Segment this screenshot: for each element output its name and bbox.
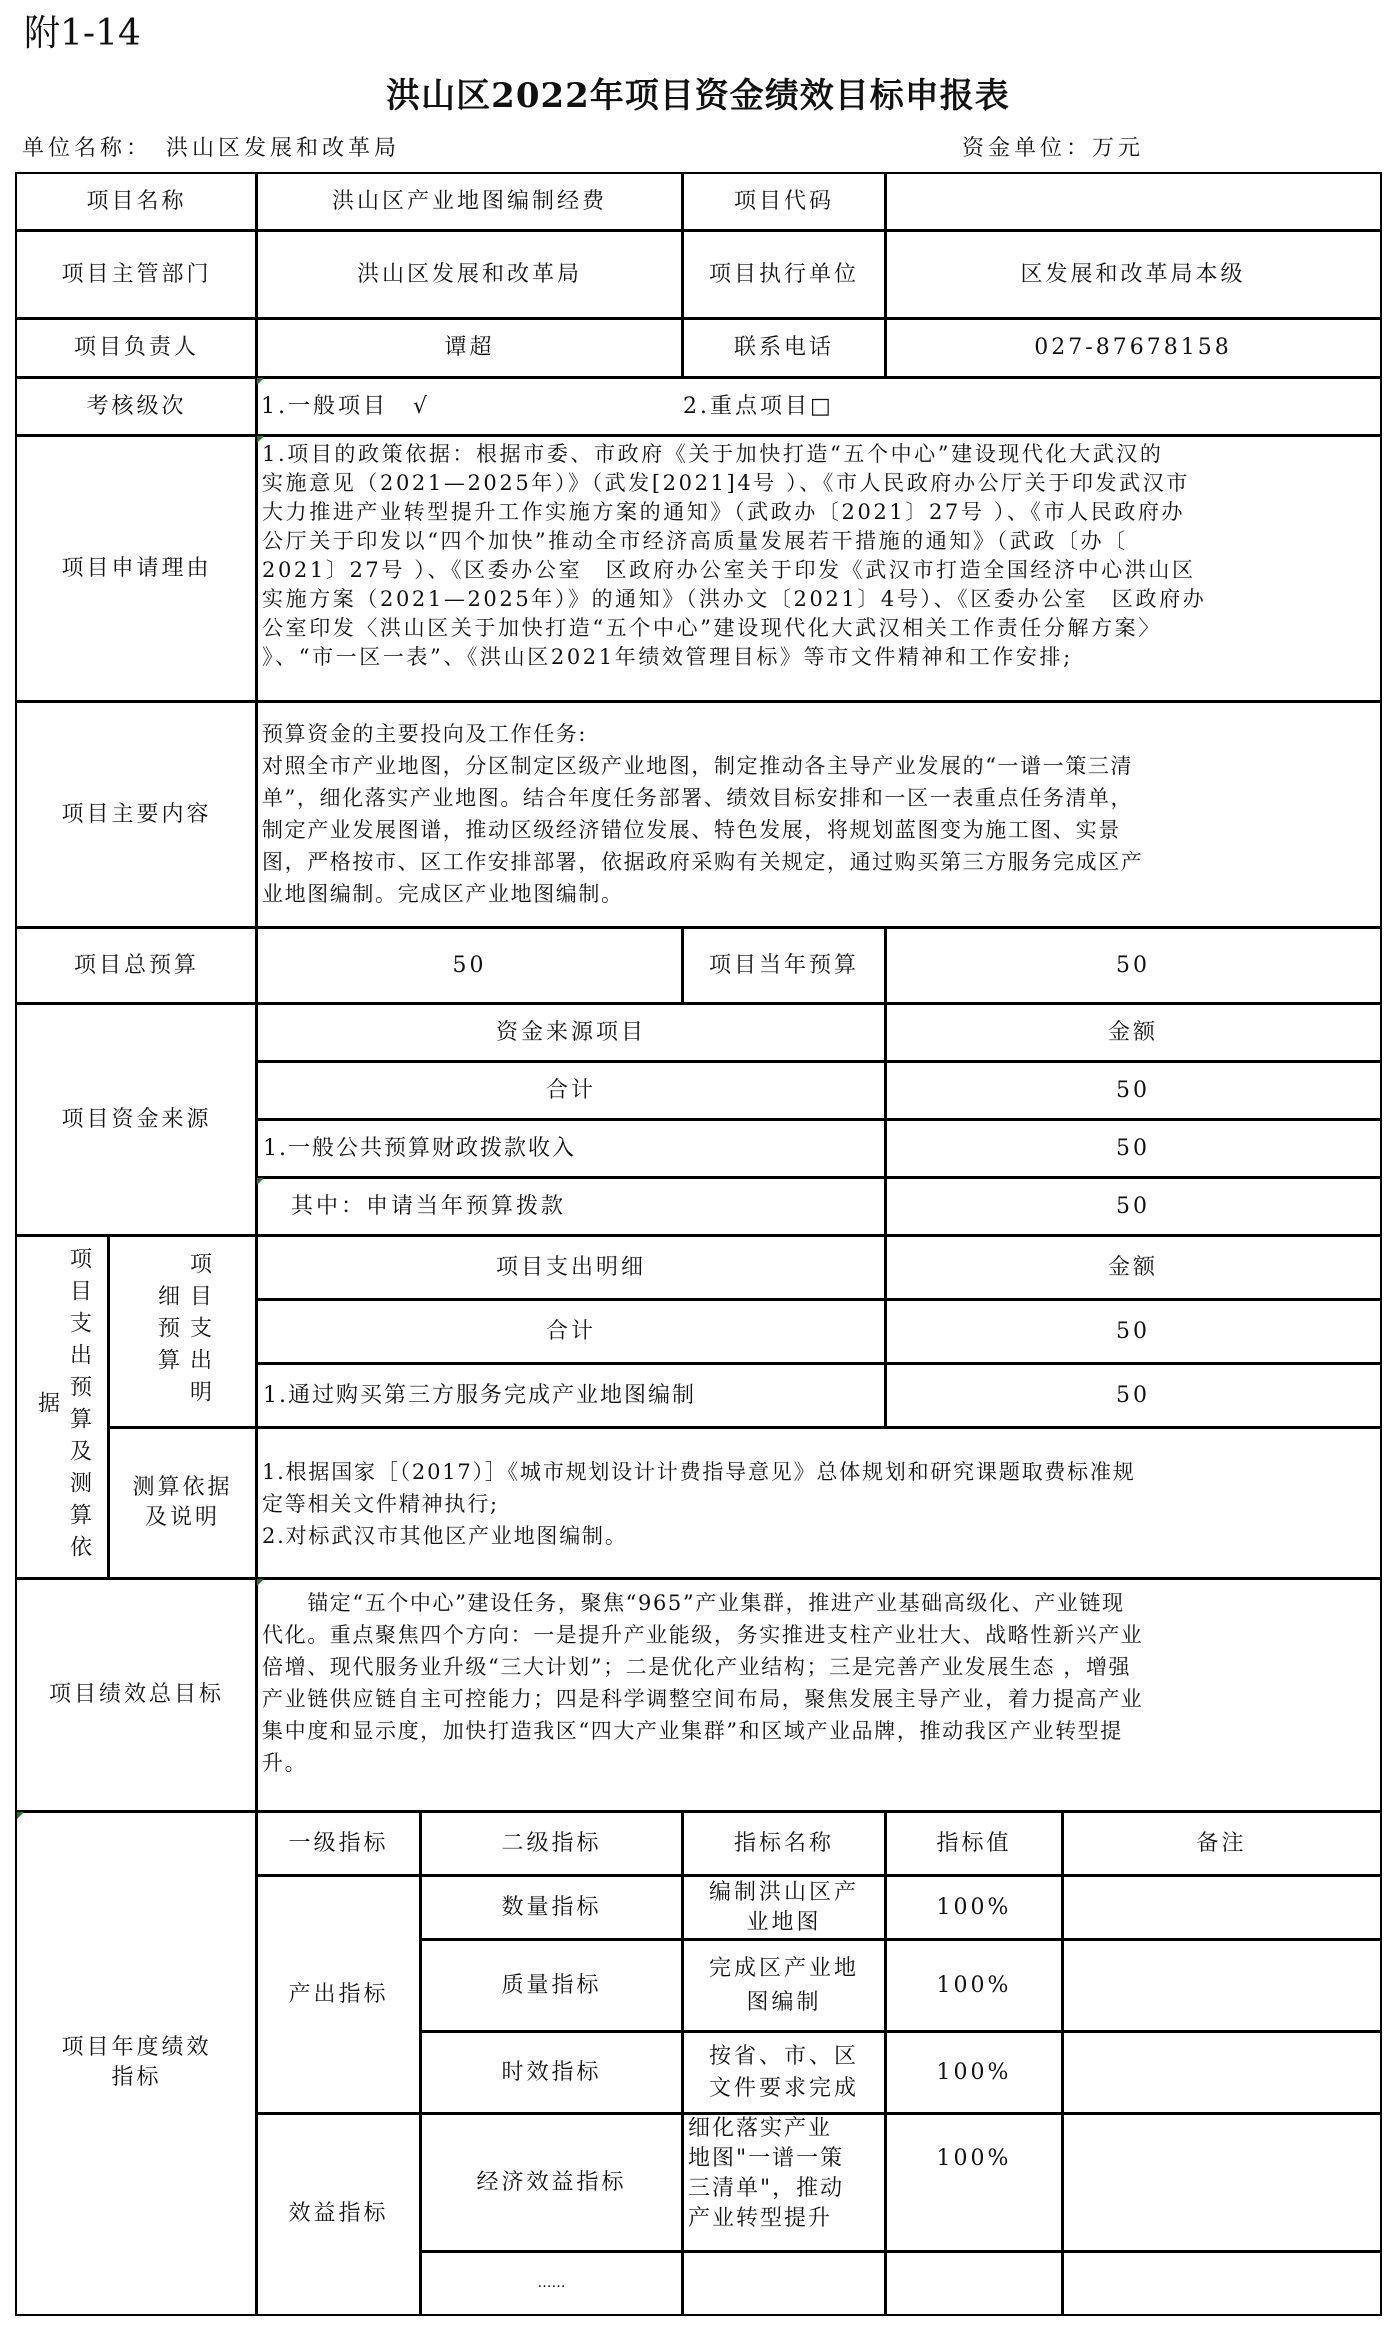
unit-name-value: 洪山区发展和改革局 <box>166 136 401 161</box>
indicator-value-text: 100% <box>936 2146 1012 2171</box>
funding-header-item <box>255 1002 887 1063</box>
level-option-key[interactable]: 2.重点项目□ <box>683 394 834 419</box>
funding-row-amount-text: 50 <box>1116 1135 1150 1161</box>
expenditure-row-item-text: 合计 <box>545 1318 596 1344</box>
exec-unit-value <box>884 229 1382 320</box>
indicator-row-note <box>1061 2112 1382 2253</box>
expenditure-header-item-text: 项目支出明细 <box>495 1254 646 1280</box>
indicator-name-line: 文件要求完成 <box>708 2075 859 2101</box>
indicator-header-text: 备注 <box>1196 1830 1247 1856</box>
corner-mark <box>257 1178 264 1185</box>
indicator-benefit-label <box>255 2112 422 2316</box>
dept-label <box>15 229 258 320</box>
indicator-header-level1 <box>255 1810 422 1877</box>
indicator-row-name <box>681 1874 887 1941</box>
phone-label-text: 联系电话 <box>733 335 834 360</box>
funding-label-text: 项目资金来源 <box>61 1106 212 1132</box>
dept-label-text: 项目主管部门 <box>61 261 212 287</box>
expenditure-outer-label <box>15 1234 110 1580</box>
project-name-value-text: 洪山区产业地图编制经费 <box>331 189 607 214</box>
indicator-row-level2 <box>419 1874 684 1941</box>
text-line: 预算资金的主要投向及工作任务: <box>262 722 588 746</box>
text-line: 业地图编制。完成区产业地图编制。 <box>262 882 624 906</box>
indicator-name-line: 完成区产业地 <box>708 1955 859 1981</box>
indicator-value-text: 100% <box>936 1894 1012 1920</box>
fund-unit-label: 资金单位： <box>962 136 1093 161</box>
doc-label: 附1-14 <box>24 13 141 54</box>
indicator-output-label <box>255 1874 422 2115</box>
indicator-row-value <box>884 1874 1064 1941</box>
funding-row-total-amount <box>884 1060 1382 1121</box>
indicator-header-text: 指标名称 <box>733 1830 834 1856</box>
exec-unit-value-text: 区发展和改革局本级 <box>1020 261 1246 287</box>
indicator-name-line: 地图"一谱一策 <box>688 2146 845 2171</box>
text-line: 图，严格按市、区工作安排部署，依据政府采购有关规定，通过购买第三方服务完成区产 <box>262 850 1144 874</box>
indicators-label-line: 指标 <box>111 2065 162 2090</box>
unit-name-label: 单位名称： <box>22 136 153 161</box>
text-line: 倍增、现代服务业升级“三大计划”；二是优化产业结构；三是完善产业发展生态 ，增强 <box>262 1655 1132 1679</box>
indicator-name-line: 图编制 <box>746 1989 822 2015</box>
reason-label <box>15 434 258 703</box>
funding-row-amount-text: 50 <box>1116 1077 1150 1103</box>
funding-row-item-text: 其中：申请当年预算拨款 <box>291 1193 567 1219</box>
content-label <box>15 700 258 929</box>
indicator-benefit-label-text: 效益指标 <box>288 2201 389 2226</box>
funding-header-item-text: 资金来源项目 <box>495 1019 646 1045</box>
dept-value <box>255 229 684 320</box>
expenditure-inner-label-text: 项目支出明细预算 <box>154 1251 212 1412</box>
content-text <box>262 718 1374 910</box>
indicator-header-name <box>681 1810 887 1877</box>
indicator-name-line: 三清单"，推动 <box>688 2176 845 2201</box>
indicator-row-note <box>1061 1938 1382 2033</box>
leader-label <box>15 317 258 379</box>
text-line: 对照全市产业地图，分区制定区级产业地图，制定推动各主导产业发展的“一谱一策三清 <box>262 754 1134 778</box>
indicator-row-value <box>884 1938 1064 2033</box>
text-line: 大力推进产业转型提升工作实施方案的通知》（武政办〔2021〕27号 ）、《市人民政府办 <box>262 500 1186 524</box>
indicator-row-name <box>681 1938 887 2033</box>
expenditure-header-item <box>255 1234 887 1301</box>
content-label-text: 项目主要内容 <box>61 801 212 827</box>
corner-mark <box>257 1579 264 1586</box>
goal-label-text: 项目绩效总目标 <box>48 1682 224 1707</box>
text-line: 定等相关文件精神执行; <box>262 1492 499 1516</box>
leader-value <box>255 317 684 379</box>
expenditure-row-total-amount <box>884 1298 1382 1365</box>
indicator-row-level2 <box>419 2250 684 2316</box>
text-line: 单”，细化落实产业地图。结合年度任务部署、绩效目标安排和一区一表重点任务清单， <box>262 786 1134 810</box>
basis-label <box>107 1426 258 1580</box>
indicator-name-line: 按省、市、区 <box>708 2043 859 2069</box>
text-line: 1.项目的政策依据：根据市委、市政府《关于加快打造“五个中心”建设现代化大武汉的 <box>262 442 1164 466</box>
text-line: 集中度和显示度，加快打造我区“四大产业集群”和区域产业品牌，推动我区产业转型提 <box>262 1719 1123 1743</box>
text-line: 锚定“五个中心”建设任务，聚焦“965”产业集群，推进产业基础高级化、产业链现 <box>262 1591 1125 1615</box>
expenditure-row-total-item <box>255 1298 887 1365</box>
text-line: 2.对标武汉市其他区产业地图编制。 <box>262 1524 628 1548</box>
indicator-row-level2 <box>419 1938 684 2033</box>
text-line: 公室印发〈洪山区关于加快打造“五个中心”建设现代化大武汉相关工作责任分解方案〉 <box>262 616 1162 640</box>
level-label-text: 考核级次 <box>86 393 187 419</box>
expenditure-header-amount <box>884 1234 1382 1301</box>
text-line: 产业链供应链自主可控能力；四是科学调整空间布局，聚焦发展主导产业，着力提高产业 <box>262 1687 1144 1711</box>
indicator-name-line: 编制洪山区产 <box>708 1879 859 1905</box>
funding-row-amount-text: 50 <box>1116 1193 1150 1219</box>
expenditure-row-item-text: 1.通过购买第三方服务完成产业地图编制 <box>263 1382 696 1408</box>
indicator-level2-text: 质量指标 <box>501 1972 602 1998</box>
project-name-label <box>15 172 258 232</box>
phone-value <box>884 317 1382 379</box>
indicator-header-text: 二级指标 <box>501 1830 602 1856</box>
project-code-label <box>681 172 887 232</box>
expenditure-row-amount-text: 50 <box>1116 1382 1150 1408</box>
total-budget-value <box>255 926 684 1005</box>
level-label <box>15 376 258 437</box>
indicator-header-note <box>1061 1810 1382 1877</box>
exec-unit-label-text: 项目执行单位 <box>708 261 859 287</box>
indicator-row-name <box>681 2250 887 2316</box>
indicator-level2-text: 时效指标 <box>501 2059 602 2085</box>
funding-header-amount-text: 金额 <box>1107 1019 1158 1045</box>
text-line: 制定产业发展图谱，推动区级经济错位发展、特色发展，将规划蓝图变为施工图、实景 <box>262 818 1121 842</box>
indicator-output-label-text: 产出指标 <box>288 1981 389 2007</box>
text-line: 实施意见（2021—2025年）》（武发[2021]4号 ）、《市人民政府办公厅关于印发武汉市 <box>262 471 1190 495</box>
indicator-row-name <box>681 2112 887 2253</box>
level-option-general[interactable]: 1.一般项目 √ <box>261 394 431 419</box>
leader-value-text: 谭超 <box>444 335 495 360</box>
indicator-row-level2 <box>419 2030 684 2115</box>
funding-row-general-item <box>255 1118 887 1179</box>
funding-row-current-amount <box>884 1176 1382 1237</box>
funding-header-amount <box>884 1002 1382 1063</box>
indicators-label-line: 项目年度绩效 <box>61 2035 212 2060</box>
expenditure-outer-label-text: 项目支出预算及测算依据 <box>34 1247 92 1567</box>
project-name-value <box>255 172 684 232</box>
reason-label-text: 项目申请理由 <box>61 555 212 581</box>
basis-text <box>262 1456 1374 1552</box>
indicator-value-text: 100% <box>936 1972 1012 1998</box>
fund-unit-value: 万元 <box>1092 136 1145 161</box>
text-line: 升。 <box>262 1751 308 1775</box>
indicator-row-note <box>1061 2250 1382 2316</box>
funding-label <box>15 1002 258 1237</box>
unit-name <box>22 134 400 164</box>
year-budget-label-text: 项目当年预算 <box>708 952 859 978</box>
indicator-level2-text: 数量指标 <box>501 1894 602 1920</box>
indicator-row-value <box>884 2112 1064 2253</box>
funding-row-item-text: 1.一般公共预算财政拨款收入 <box>263 1135 576 1161</box>
indicator-row-value <box>884 2030 1064 2115</box>
indicator-row-name <box>681 2030 887 2115</box>
text-line: 》、“市一区一表”、《洪山区2021年绩效管理目标》等市文件精神和工作安排; <box>262 645 1073 669</box>
reason-text <box>262 440 1374 672</box>
total-budget-value-text: 50 <box>452 952 487 978</box>
year-budget-value <box>884 926 1382 1005</box>
leader-label-text: 项目负责人 <box>73 335 199 360</box>
indicator-row-note <box>1061 1874 1382 1941</box>
goal-label <box>15 1577 258 1813</box>
year-budget-label <box>681 926 887 1005</box>
indicator-name-line: 业地图 <box>746 1909 822 1935</box>
page-title: 洪山区2022年项目资金绩效目标申报表 <box>386 76 1010 116</box>
text-line: 公厅关于印发以“四个加快”推动全市经济高质量发展若干措施的通知》（武政〔办〔 <box>262 529 1128 553</box>
goal-text <box>262 1587 1374 1779</box>
basis-label-line: 测算依据 <box>132 1475 233 1500</box>
total-budget-label <box>15 926 258 1005</box>
fund-unit <box>962 134 1144 164</box>
exec-unit-label <box>681 229 887 320</box>
indicator-row-value <box>884 2250 1064 2316</box>
expenditure-header-amount-text: 金额 <box>1107 1254 1158 1280</box>
expenditure-row-service-amount <box>884 1362 1382 1429</box>
indicator-level2-text: 经济效益指标 <box>476 2169 627 2195</box>
expenditure-inner-label <box>107 1234 258 1429</box>
indicators-label <box>15 1810 258 2316</box>
text-line: 实施方案（2021—2025年）》的通知》（洪办文〔2021〕4号）、《区委办公室 区政府办 <box>262 587 1207 611</box>
project-code-value <box>884 172 1382 232</box>
dept-value-text: 洪山区发展和改革局 <box>356 261 582 287</box>
text-line: 2021〕27号 ）、《区委办公室 区政府办公室关于印发《武汉市打造全国经济中心洪山区 <box>262 558 1196 582</box>
phone-label <box>681 317 887 379</box>
corner-mark <box>257 378 264 385</box>
project-name-label-text: 项目名称 <box>86 189 187 214</box>
indicator-name-line: 产业转型提升 <box>688 2206 833 2231</box>
basis-label-line: 及说明 <box>144 1505 220 1530</box>
indicator-header-value <box>884 1810 1064 1877</box>
indicator-header-level2 <box>419 1810 684 1877</box>
total-budget-label-text: 项目总预算 <box>73 952 199 978</box>
indicator-header-text: 指标值 <box>936 1830 1012 1856</box>
project-code-label-text: 项目代码 <box>733 189 834 214</box>
indicator-value-text: 100% <box>936 2059 1012 2085</box>
funding-row-general-amount <box>884 1118 1382 1179</box>
funding-row-current-item <box>255 1176 887 1237</box>
expenditure-row-amount-text: 50 <box>1116 1318 1150 1344</box>
expenditure-row-service-item <box>255 1362 887 1429</box>
funding-row-total-item <box>255 1060 887 1121</box>
funding-row-item-text: 合计 <box>545 1077 596 1103</box>
corner-mark <box>17 1812 24 1819</box>
text-line: 1.根据国家［（2017）］《城市规划设计计费指导意见》总体规划和研究课题取费标准规 <box>262 1460 1136 1484</box>
indicator-header-text: 一级指标 <box>288 1830 389 1856</box>
indicator-row-note <box>1061 2030 1382 2115</box>
year-budget-value-text: 50 <box>1116 952 1150 978</box>
phone-value-text: 027-87678158 <box>1034 335 1232 360</box>
text-line: 代化。重点聚焦四个方向：一是提升产业能级，务实推进支柱产业壮大、战略性新兴产业 <box>262 1623 1144 1647</box>
indicator-level2-text: …… <box>537 2275 566 2291</box>
indicator-name-line: 细化落实产业 <box>688 2116 833 2141</box>
indicator-row-level2 <box>419 2112 684 2253</box>
